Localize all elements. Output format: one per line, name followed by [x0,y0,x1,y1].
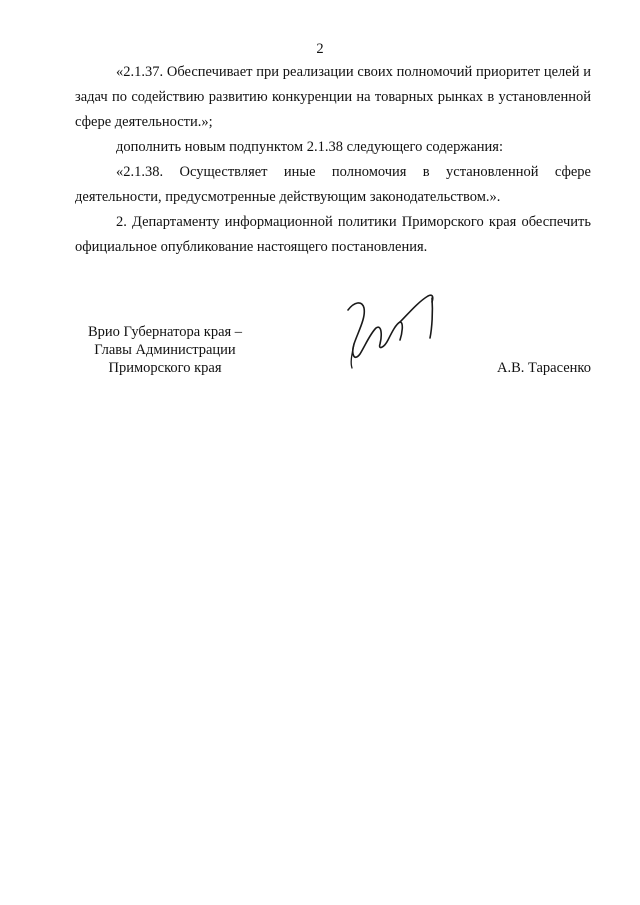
position-line: Главы Администрации [94,342,236,358]
paragraph-2-1-38: «2.1.38. Осуществляет иные полномочия в установленной сфере деятельности, предусмотренные действующим законодательством.». [75,164,591,205]
document-body [75,60,591,260]
position-line: Приморского края [108,360,222,376]
paragraph-2-1-37: «2.1.37. Обеспечивает при реализации своих полномочий приоритет целей и задач по содействию развитию конкуренции на товарных рынках в установленной сфере деятельности.»; [75,64,591,130]
signer-name: А.В. Тарасенко [496,360,591,376]
signatory-position [75,323,255,377]
page-number: 2 [316,41,324,57]
handwritten-signature-icon [340,288,450,373]
paragraph-add-subclause: дополнить новым подпунктом 2.1.38 следующего содержания: [116,139,504,155]
signature-block [75,323,591,383]
position-line: Врио Губернатора края – [87,324,243,340]
paragraph-item-2: 2. Департаменту информационной политики Приморского края обеспечить официальное опубликование настоящего постановления. [75,214,591,255]
